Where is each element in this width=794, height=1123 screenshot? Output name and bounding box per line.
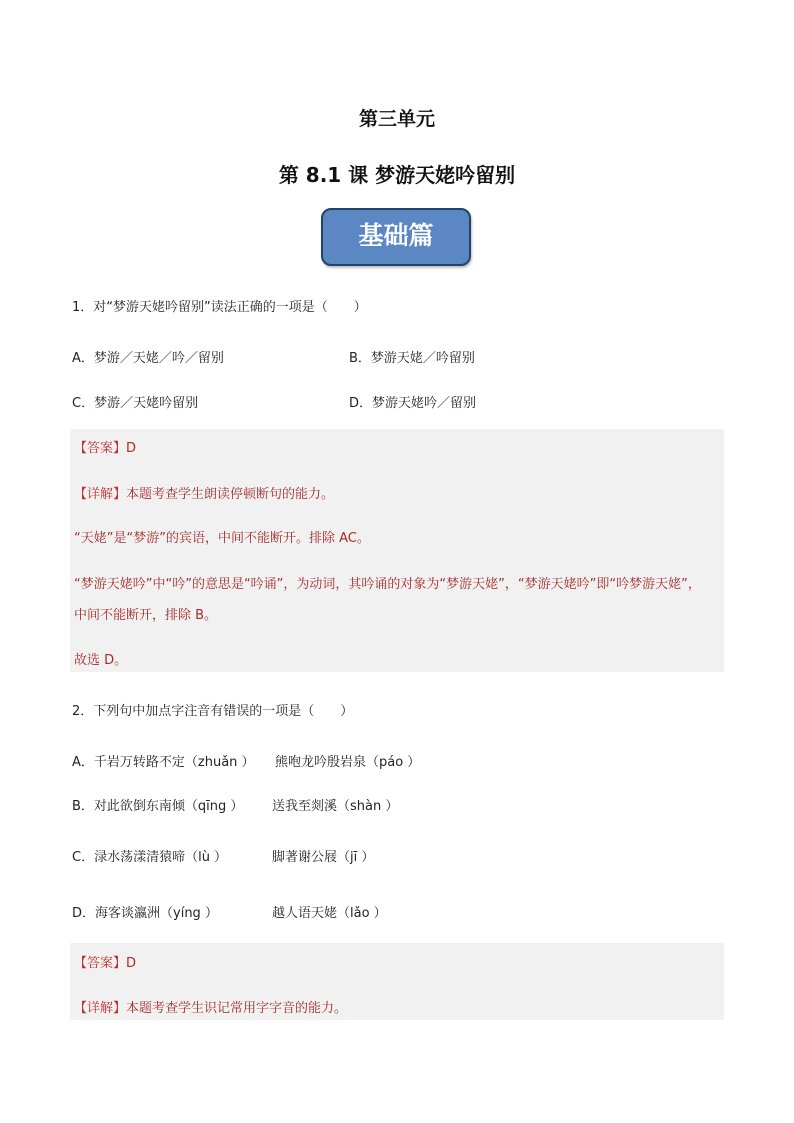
q1-option-c: C．梦游／天姥吟留别 — [72, 396, 199, 411]
q2-answer — [74, 952, 136, 971]
detail-tag: 【详解】 — [74, 487, 127, 502]
q2-option-a-part1: A．千岩万转路不定（zhuǎn ） — [72, 755, 255, 770]
q1-explanation-line: “梦游天姥吟”中“吟”的意思是“吟诵”，为动词，其吟诵的对象为“梦游天姥”，“梦游天姥吟”即“吟梦游天姥”， — [74, 577, 701, 592]
detail-tag: 【详解】 — [74, 1001, 127, 1016]
lesson-title: 第 8.1 课 梦游天姥吟留别 — [278, 163, 516, 187]
unit-title: 第三单元 — [358, 108, 435, 130]
q2-detail — [74, 997, 347, 1016]
q1-option-b: B．梦游天姥／吟留别 — [349, 351, 475, 366]
question-2-stem: 2．下列句中加点字注音有错误的一项是（ ） — [72, 704, 354, 719]
q2-option-c-part1: C．渌水荡漾清猿啼（lù ） — [72, 850, 228, 865]
q2-answer-box — [70, 943, 724, 1020]
question-1-stem: 1．对“梦游天姥吟留别”读法正确的一项是（ ） — [72, 300, 367, 315]
answer-value: D — [126, 956, 137, 971]
q1-option-d: D．梦游天姥吟／留别 — [349, 396, 477, 411]
answer-tag: 【答案】 — [74, 956, 127, 971]
q1-explanation-line: 中间不能断开，排除 B。 — [74, 608, 218, 623]
answer-value: D — [126, 441, 137, 456]
q2-option-d-part1: D．海客谈瀛洲（yíng ） — [72, 906, 218, 921]
q1-option-a: A．梦游／天姥／吟／留别 — [72, 351, 224, 366]
level-badge: 基础篇 — [321, 208, 471, 266]
q1-explanation-line: 故选 D。 — [74, 653, 128, 668]
q2-option-d-part2: 越人语天姥（lǎo ） — [272, 906, 387, 921]
answer-tag: 【答案】 — [74, 441, 127, 456]
q1-detail — [74, 483, 334, 502]
q1-explanation-line: “天姥”是“梦游”的宾语，中间不能断开。排除 AC。 — [74, 531, 370, 546]
detail-text: 本题考查学生识记常用字字音的能力。 — [126, 1001, 348, 1016]
detail-text: 本题考查学生朗读停顿断句的能力。 — [126, 487, 335, 502]
q1-answer — [74, 437, 136, 456]
q1-answer-box — [70, 429, 724, 672]
q2-option-a-part2: 熊咆龙吟殷岩泉（páo ） — [275, 755, 421, 770]
q2-option-b-part1: B．对此欲倒东南倾（qīng ） — [72, 799, 244, 814]
q2-option-b-part2: 送我至剡溪（shàn ） — [272, 799, 399, 814]
q2-option-c-part2: 脚著谢公屐（jī ） — [272, 850, 375, 865]
